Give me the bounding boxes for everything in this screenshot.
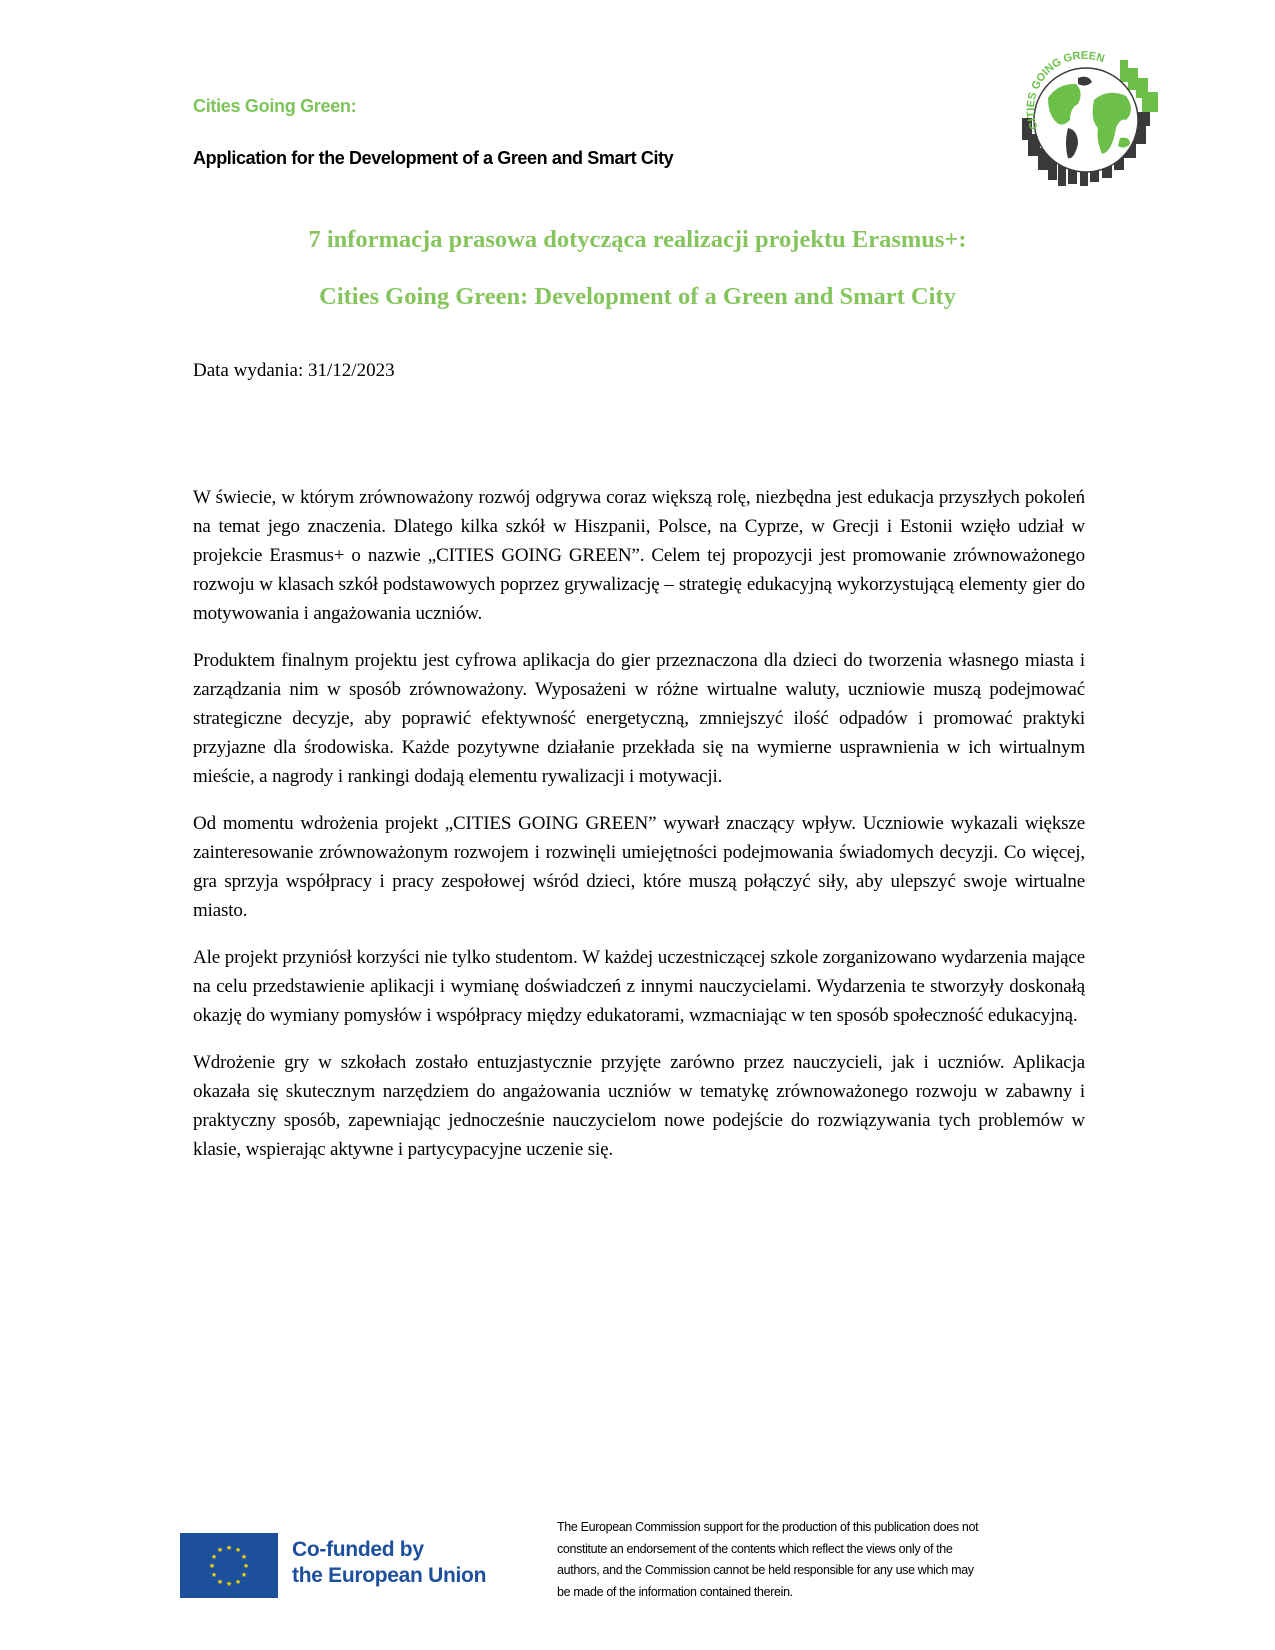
svg-text:★: ★: [216, 1546, 224, 1554]
body-text: [193, 483, 1085, 1182]
svg-text:★: ★: [234, 1546, 242, 1554]
header-subtitle: Application for the Development of a Green and Smart City: [193, 148, 674, 168]
svg-text:★: ★: [225, 1580, 233, 1588]
eu-flag-icon: [180, 1533, 278, 1598]
body-paragraph: Produktem finalnym projektu jest cyfrowa aplikacja do gier przeznaczona dla dzieci do tworzenia własnego miasta i zarządzania nim w sposób zrównoważony. Wyposażeni w różne wirtualne waluty, uczniowie muszą podejmować strategiczne decyzje, aby poprawić efektywność energetyczną, zmniejszyć ilość odpadów i promować praktyki przyjazne dla środowiska. Każde pozytywne działanie przekłada się na wymierne usprawnienia w ich wirtualnym mieście, a nagrody i rankingi dodają elementu rywalizacji i motywacji.: [193, 650, 1085, 787]
header-kicker: Cities Going Green:: [193, 96, 357, 116]
body-paragraph: W świecie, w którym zrównoważony rozwój odgrywa coraz większą rolę, niezbędna jest edukacja przyszłych pokoleń na temat jego znaczenia. Dlatego kilka szkół w Hiszpanii, Polsce, na Cyprze, w Grecji i Estonii wzięło udział w projekcie Erasmus+ o nazwie „CITIES GOING GREEN”. Celem tej propozycji jest promowanie zrównoważonego rozwoju w klasach szkół podstawowych poprzez grywalizację – strategię edukacyjną wykorzystującą elementy gier do motywowania i angażowania uczniów.: [193, 487, 1085, 624]
svg-text:★: ★: [242, 1562, 250, 1570]
svg-text:★: ★: [240, 1553, 248, 1561]
body-paragraph: Ale projekt przyniósł korzyści nie tylko studentom. W każdej uczestniczącej szkole zorganizowano wydarzenia mające na celu przedstawienie aplikacji i wymianę doświadczeń z innymi nauczycielami. Wydarzenia te stworzyły doskonałą okazję do wymiany pomysłów i współpracy między edukatorami, wzmacniając w ten sposób społeczność edukacyjną.: [193, 947, 1085, 1026]
svg-text:★: ★: [208, 1562, 216, 1570]
cofunded-label: [292, 1537, 486, 1589]
disclaimer-line: authors, and the Commission cannot be held responsible for any use which may: [557, 1563, 974, 1577]
svg-text:★: ★: [240, 1571, 248, 1579]
eu-disclaimer: [557, 1517, 1077, 1603]
globe-logo-icon: [1008, 48, 1168, 188]
body-paragraph: Od momentu wdrożenia projekt „CITIES GOING GREEN” wywarł znaczący wpływ. Uczniowie wykazali większe zainteresowanie zrównoważonym rozwojem i rozwinęli umiejętności podejmowania świadomych decyzji. Co więcej, gra sprzyja współpracy i pracy zespołowej wśród dzieci, które muszą połączyć siły, aby ulepszyć swoje wirtualne miasto.: [193, 813, 1085, 921]
disclaimer-line: constitute an endorsement of the contents which reflect the views only of the: [557, 1541, 953, 1556]
cities-going-green-logo: [1008, 48, 1168, 188]
disclaimer-line: The European Commission support for the production of this publication does not: [557, 1520, 979, 1534]
disclaimer-line: be made of the information contained therein.: [557, 1584, 793, 1599]
cofunded-line: Co-funded by: [292, 1538, 424, 1561]
press-release-title: 7 informacja prasowa dotycząca realizacji projektu Erasmus+:: [308, 226, 967, 253]
svg-text:★: ★: [216, 1578, 224, 1586]
release-date: Data wydania: 31/12/2023: [193, 360, 395, 381]
eu-stars-icon: [180, 1533, 278, 1598]
svg-text:★: ★: [210, 1553, 218, 1561]
logo-arc-text: CITIES GOING GREEN: [1025, 49, 1106, 131]
svg-text:★: ★: [234, 1578, 242, 1586]
project-title: Cities Going Green: Development of a Green and Smart City: [319, 283, 956, 310]
cofunded-line: the European Union: [292, 1564, 487, 1587]
svg-text:★: ★: [225, 1544, 233, 1552]
svg-text:★: ★: [210, 1571, 218, 1579]
body-paragraph: Wdrożenie gry w szkołach zostało entuzjastycznie przyjęte zarówno przez nauczycieli, jak i uczniów. Aplikacja okazała się skutecznym narzędziem do angażowania uczniów w tematykę zrównoważonego rozwoju w zabawny i praktyczny sposób, zapewniając jednocześnie nauczycielom nowe podejście do rozwiązywania tych problemów w klasie, wspierając aktywne i partycypacyjne uczenie się.: [193, 1052, 1085, 1160]
